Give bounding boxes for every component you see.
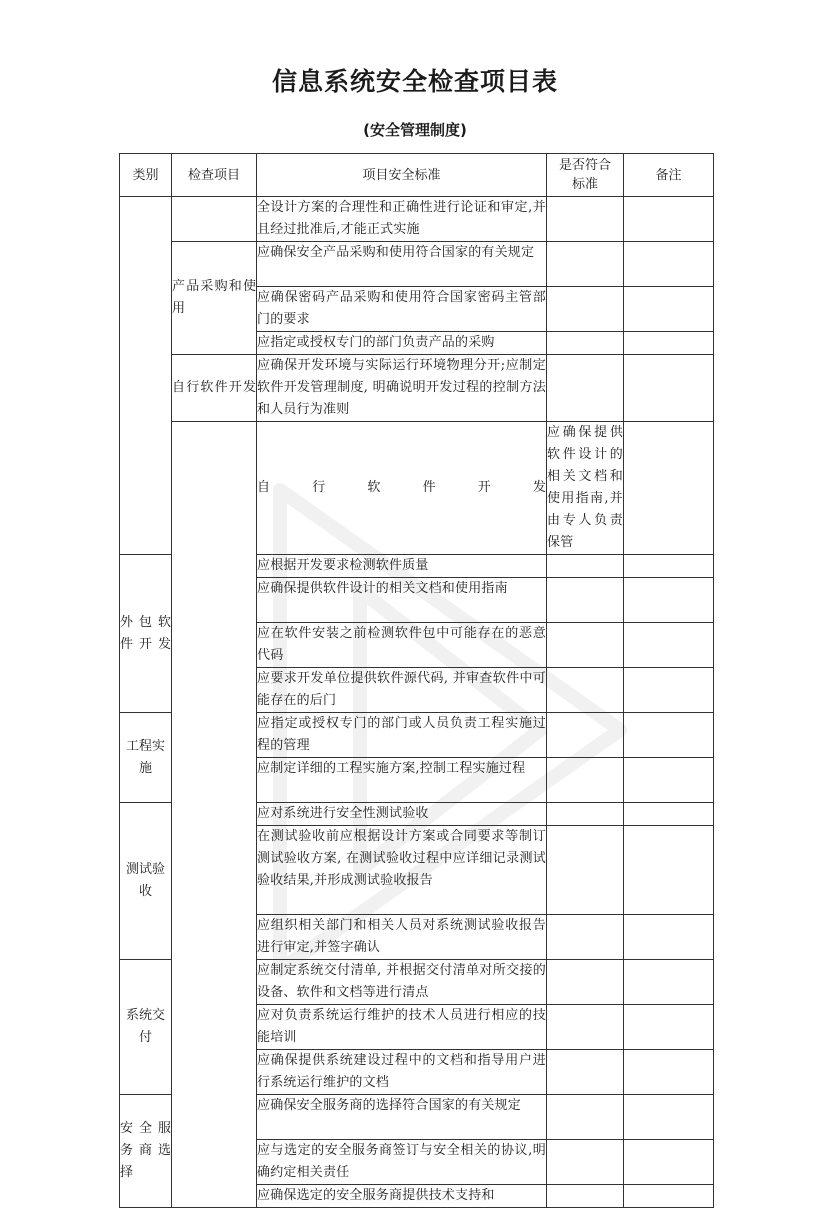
category-cell xyxy=(172,422,257,1208)
compliant-cell[interactable] xyxy=(547,713,624,758)
header-compliant: 是否符合标准 xyxy=(547,154,624,197)
remark-cell[interactable] xyxy=(624,1095,714,1140)
standard-cell: 应确保提供软件设计的相关文档和使用指南 xyxy=(257,578,547,623)
remark-cell[interactable] xyxy=(624,1050,714,1095)
standard-cell: 全设计方案的合理性和正确性进行论证和审定,并且经过批准后,才能正式实施 xyxy=(257,197,547,242)
compliant-cell[interactable] xyxy=(547,287,624,332)
compliant-cell[interactable] xyxy=(547,758,624,803)
remark-cell[interactable] xyxy=(624,332,714,355)
remark-cell[interactable] xyxy=(624,1185,714,1208)
remark-cell[interactable] xyxy=(624,1140,714,1185)
standard-cell: 应制定详细的工程实施方案,控制工程实施过程 xyxy=(257,758,547,803)
compliant-cell[interactable] xyxy=(547,915,624,960)
compliant-cell[interactable] xyxy=(547,623,624,668)
remark-cell[interactable] xyxy=(624,1005,714,1050)
compliant-cell[interactable] xyxy=(547,1005,624,1050)
standard-cell: 应确保安全服务商的选择符合国家的有关规定 xyxy=(257,1095,547,1140)
standard-cell: 应确保安全产品采购和使用符合国家的有关规定 xyxy=(257,242,547,287)
remark-cell[interactable] xyxy=(624,355,714,422)
remark-cell[interactable] xyxy=(624,242,714,287)
table-header-row xyxy=(120,154,714,197)
compliant-cell[interactable] xyxy=(547,960,624,1005)
compliant-cell[interactable] xyxy=(547,555,624,578)
check-item: 工程实施 xyxy=(120,713,172,803)
remark-cell[interactable] xyxy=(624,960,714,1005)
standard-cell: 应确保选定的安全服务商提供技术支持和 xyxy=(257,1185,547,1208)
compliant-cell[interactable] xyxy=(547,826,624,915)
standard-cell: 应对负责系统运行维护的技术人员进行相应的技能培训 xyxy=(257,1005,547,1050)
standard-cell: 应根据开发要求检测软件质量 xyxy=(257,555,547,578)
compliant-cell[interactable] xyxy=(547,1185,624,1208)
compliant-cell[interactable] xyxy=(547,355,624,422)
compliant-cell[interactable] xyxy=(547,332,624,355)
remark-cell[interactable] xyxy=(624,826,714,915)
remark-cell[interactable] xyxy=(624,578,714,623)
page-subtitle: (安全管理制度) xyxy=(363,121,467,139)
table-row xyxy=(120,422,714,555)
remark-cell[interactable] xyxy=(624,623,714,668)
standard-cell: 应确保开发环境与实际运行环境物理分开;应制定软件开发管理制度, 明确说明开发过程的控制方法和人员行为准则 xyxy=(257,355,547,422)
header-standard: 项目安全标准 xyxy=(257,154,547,197)
remark-cell[interactable] xyxy=(624,915,714,960)
compliant-cell[interactable] xyxy=(547,1095,624,1140)
standard-cell: 应确保密码产品采购和使用符合国家密码主管部门的要求 xyxy=(257,287,547,332)
standard-cell: 应组织相关部门和相关人员对系统测试验收报告进行审定,并签字确认 xyxy=(257,915,547,960)
table-row xyxy=(120,355,714,422)
remark-cell[interactable] xyxy=(624,668,714,713)
header-remark: 备注 xyxy=(624,154,714,197)
header-item: 检查项目 xyxy=(172,154,257,197)
standard-cell: 应指定或授权专门的部门负责产品的采购 xyxy=(257,332,547,355)
check-item: 系统交付 xyxy=(120,960,172,1095)
standard-cell: 应要求开发单位提供软件源代码, 并审查软件中可能存在的后门 xyxy=(257,668,547,713)
page-title: 信息系统安全检查项目表 xyxy=(271,67,558,96)
standard-cell: 应制定系统交付清单, 并根据交付清单对所交接的设备、软件和文档等进行清点 xyxy=(257,960,547,1005)
remark-cell[interactable] xyxy=(624,555,714,578)
remark-cell[interactable] xyxy=(624,758,714,803)
standard-cell: 应对系统进行安全性测试验收 xyxy=(257,803,547,826)
compliant-cell[interactable] xyxy=(547,578,624,623)
standard-cell: 应与选定的安全服务商签订与安全相关的协议,明确约定相关责任 xyxy=(257,1140,547,1185)
compliant-cell[interactable] xyxy=(547,197,624,242)
table-row xyxy=(120,197,714,242)
check-item: 自行软件开发 xyxy=(257,422,547,555)
standard-cell: 在测试验收前应根据设计方案或合同要求等制订测试验收方案, 在测试验收过程中应详细记录测试验收结果,并形成测试验收报告 xyxy=(257,826,547,915)
header-category: 类别 xyxy=(120,154,172,197)
compliant-cell[interactable] xyxy=(547,803,624,826)
standard-cell: 应确保提供系统建设过程中的文档和指导用户进行系统运行维护的文档 xyxy=(257,1050,547,1095)
compliant-cell[interactable] xyxy=(624,422,714,555)
compliant-cell[interactable] xyxy=(547,1140,624,1185)
checklist-table xyxy=(119,153,714,1208)
check-item xyxy=(172,197,257,242)
check-item: 产品采购和使用 xyxy=(172,242,257,355)
category-cell xyxy=(120,197,172,555)
standard-cell: 应指定或授权专门的部门或人员负责工程实施过程的管理 xyxy=(257,713,547,758)
remark-cell[interactable] xyxy=(624,287,714,332)
table-row xyxy=(120,242,714,287)
check-item: 自行软件开发 xyxy=(172,355,257,422)
compliant-cell[interactable] xyxy=(547,668,624,713)
remark-cell[interactable] xyxy=(624,713,714,758)
check-item: 测试验收 xyxy=(120,803,172,960)
check-item: 外包软件开发 xyxy=(120,555,172,713)
remark-cell[interactable] xyxy=(624,197,714,242)
remark-cell[interactable] xyxy=(624,803,714,826)
standard-cell: 应确保提供软件设计的相关文档和使用指南,并由专人负责保管 xyxy=(547,422,624,555)
compliant-cell[interactable] xyxy=(547,242,624,287)
check-item: 安全服务商选择 xyxy=(120,1095,172,1208)
standard-cell: 应在软件安装之前检测软件包中可能存在的恶意代码 xyxy=(257,623,547,668)
compliant-cell[interactable] xyxy=(547,1050,624,1095)
